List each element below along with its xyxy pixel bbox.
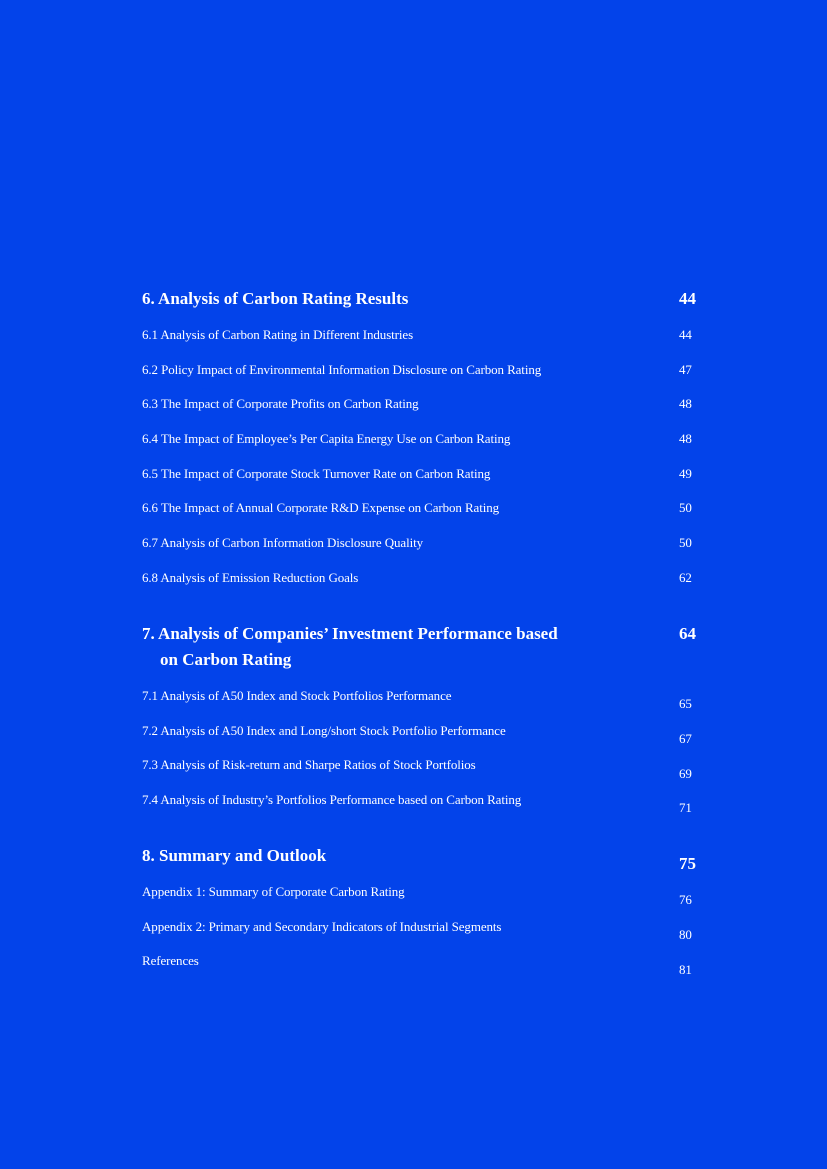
toc-entry-title: 7.2 Analysis of A50 Index and Long/short Stock Portfolio Performance [142,723,506,738]
toc-entry-title: 6.5 The Impact of Corporate Stock Turnover Rate on Carbon Rating [142,466,491,481]
toc-entry-title: 6.6 The Impact of Annual Corporate R&D Expense on Carbon Rating [142,500,500,515]
toc-entry-title: 7.3 Analysis of Risk-return and Sharpe Ratios of Stock Portfolios [142,757,476,772]
toc-entry-title: 6.2 Policy Impact of Environmental Information Disclosure on Carbon Rating [142,362,542,377]
toc-entry-title: 6.8 Analysis of Emission Reduction Goals [142,570,359,585]
toc-page-number: 48 [679,431,692,446]
toc-heading-title: 6. Analysis of Carbon Rating Results [142,289,409,308]
toc-entry-title: 6.7 Analysis of Carbon Information Disclosure Quality [142,535,424,550]
toc-page-number: 69 [679,766,692,781]
toc-page-number: 76 [679,892,692,907]
toc-entry-title: References [142,953,199,968]
toc-page-number: 75 [679,854,696,873]
toc-page-number: 44 [679,327,692,342]
toc-page-number: 48 [679,396,692,411]
toc-page-number: 47 [679,362,692,377]
toc-page-number: 50 [679,535,692,550]
toc-entry-title: 6.3 The Impact of Corporate Profits on Carbon Rating [142,396,419,411]
toc-page-number: 50 [679,500,692,515]
toc-entry-title: 7.4 Analysis of Industry’s Portfolios Performance based on Carbon Rating [142,792,522,807]
toc-page-number: 44 [679,289,696,308]
toc-entry-title: Appendix 1: Summary of Corporate Carbon Rating [142,884,405,899]
toc-page-number: 71 [679,800,692,815]
toc-page-number: 67 [679,731,692,746]
toc-heading-title: 8. Summary and Outlook [142,846,327,865]
toc-heading-title [142,621,558,673]
toc-page-number: 65 [679,696,692,711]
toc-page-number: 49 [679,466,692,481]
toc-heading-title-line1: 7. Analysis of Companies’ Investment Performance based [142,624,558,643]
toc-entry-title: 7.1 Analysis of A50 Index and Stock Portfolios Performance [142,688,452,703]
toc-page-number: 64 [679,624,696,643]
toc-page-number: 80 [679,927,692,942]
toc-entry-title: 6.4 The Impact of Employee’s Per Capita Energy Use on Carbon Rating [142,431,511,446]
toc-entry-title: Appendix 2: Primary and Secondary Indicators of Industrial Segments [142,919,502,934]
toc-page-number: 62 [679,570,692,585]
toc-heading-title-line2: on Carbon Rating [160,650,292,669]
toc-page-number: 81 [679,962,692,977]
toc-entry-title: 6.1 Analysis of Carbon Rating in Different Industries [142,327,414,342]
